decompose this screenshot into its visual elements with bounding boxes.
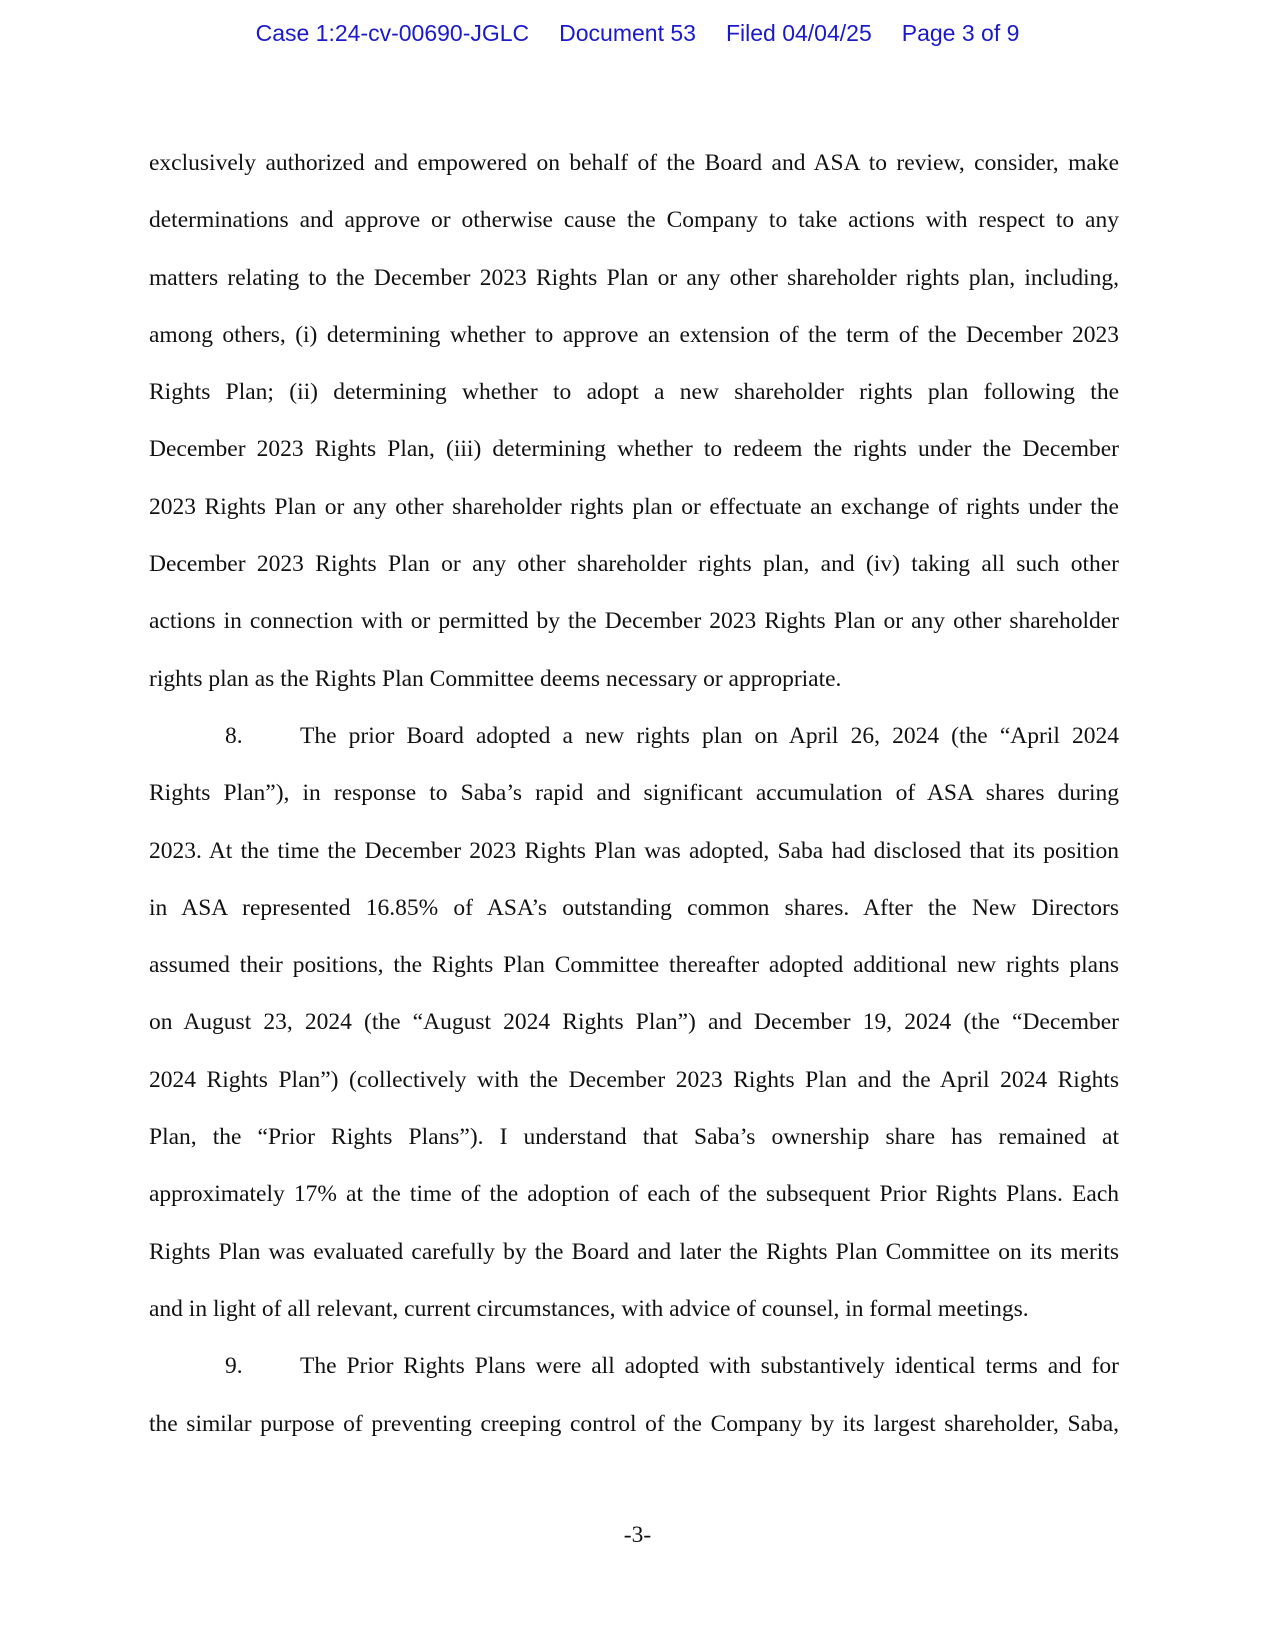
document-body: [149, 145, 1119, 1463]
paragraph-8: [149, 718, 1119, 1348]
text-line: approximately 17% at the time of the adoption of each of the subsequent Prior Rights Plans. Each: [149, 1181, 1119, 1208]
ecf-header: [0, 20, 1275, 47]
text-line: actions in connection with or permitted by the December 2023 Rights Plan or any other shareholder: [149, 608, 1119, 635]
text-line: Rights Plan; (ii) determining whether to adopt a new shareholder rights plan following the: [149, 379, 1119, 406]
text-line: 2023 Rights Plan or any other shareholder rights plan or effectuate an exchange of rights under the: [149, 493, 1119, 520]
text-line: Plan, the “Prior Rights Plans”). I understand that Saba’s ownership share has remained at: [149, 1124, 1119, 1151]
case-number: Case 1:24-cv-00690-JGLC: [255, 20, 530, 46]
paragraph-number: 9.: [225, 1353, 243, 1380]
text-line: The Prior Rights Plans were all adopted with substantively identical terms and for: [300, 1353, 1119, 1380]
text-line: on August 23, 2024 (the “August 2024 Rights Plan”) and December 19, 2024 (the “December: [149, 1009, 1119, 1036]
paragraph-number: 8.: [225, 722, 243, 749]
text-line: matters relating to the December 2023 Rights Plan or any other shareholder rights plan, including,: [149, 264, 1119, 291]
filed-date: Filed 04/04/25: [725, 20, 872, 46]
text-line: in ASA represented 16.85% of ASA’s outstanding common shares. After the New Directors: [149, 894, 1119, 921]
text-line: December 2023 Rights Plan or any other shareholder rights plan, and (iv) taking all such other: [149, 551, 1119, 578]
paragraph-continuation: [149, 145, 1119, 718]
text-line: among others, (i) determining whether to approve an extension of the term of the December 2023: [149, 321, 1119, 348]
text-line-first: [149, 718, 1119, 775]
text-line: December 2023 Rights Plan, (iii) determining whether to redeem the rights under the December: [149, 436, 1119, 463]
paragraph-9: [149, 1348, 1119, 1463]
text-line: 2023. At the time the December 2023 Rights Plan was adopted, Saba had disclosed that its position: [149, 837, 1119, 864]
text-line: The prior Board adopted a new rights plan on April 26, 2024 (the “April 2024: [300, 722, 1119, 749]
text-line: assumed their positions, the Rights Plan Committee thereafter adopted additional new rights plans: [149, 952, 1119, 979]
text-line: exclusively authorized and empowered on behalf of the Board and ASA to review, consider, make: [149, 150, 1119, 176]
text-line: the similar purpose of preventing creeping control of the Company by its largest shareholder, Saba,: [149, 1410, 1119, 1437]
text-line: Rights Plan”), in response to Saba’s rapid and significant accumulation of ASA shares during: [149, 780, 1119, 807]
text-line: Rights Plan was evaluated carefully by the Board and later the Rights Plan Committee on its merits: [149, 1238, 1119, 1265]
text-line: determinations and approve or otherwise cause the Company to take actions with respect to any: [149, 207, 1119, 234]
document-number: Document 53: [559, 20, 696, 46]
text-line: rights plan as the Rights Plan Committee deems necessary or appropriate.: [149, 665, 842, 692]
text-line-first: [149, 1348, 1119, 1405]
text-line: and in light of all relevant, current circumstances, with advice of counsel, in formal meetings.: [149, 1295, 1029, 1322]
text-line: 2024 Rights Plan”) (collectively with the December 2023 Rights Plan and the April 2024 Rights: [149, 1066, 1119, 1093]
page-indicator: Page 3 of 9: [901, 20, 1020, 46]
page-footer-number: -3-: [623, 1522, 652, 1548]
